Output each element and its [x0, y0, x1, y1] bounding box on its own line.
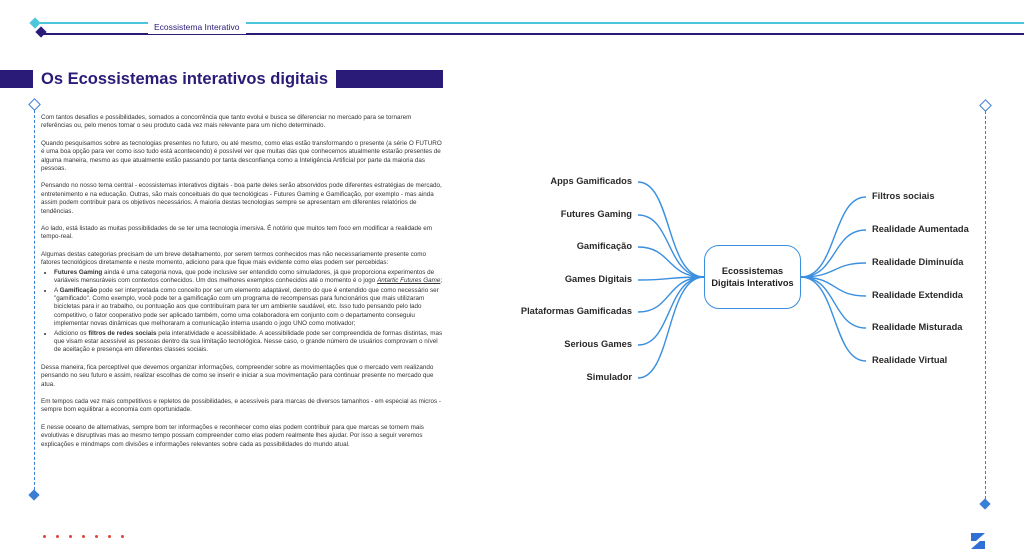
mindmap-node-left: Serious Games: [564, 339, 632, 349]
mindmap-node-left: Gamificação: [576, 241, 632, 251]
mindmap-node-right: Realidade Misturada: [872, 322, 963, 332]
mindmap-node-left: Plataformas Gamificadas: [520, 306, 632, 316]
term: Gamificação: [59, 286, 98, 294]
game-link[interactable]: Antartic Futures Game: [377, 277, 441, 285]
mindmap-node-right: Realidade Diminuída: [872, 257, 964, 267]
paragraph: Dessa maneira, fica perceptível que devemos organizar informações, compreender sobre as movimentações que o mercado vem realizando pensando no seu futuro e assim, realizar escolhas de como se inserir e iniciar a sua movimentação para continuar presente no mercado que atua.: [41, 363, 434, 388]
paragraph: Pensando no nosso tema central - ecossistemas interativos digitais - boa parte deles serão absorvidos pode diferentes estratégias de mercado, entretenimento e na educação. Outras, são mais conceituais do que tecnológicas - Futures Gaming e Gamificação, por exemplo - mas ainda assim podem contribuir para os objetivos necessários. A maioria destas tecnologias sempre se apresentam em diferentes relatórios de tendências.: [41, 182, 442, 215]
list-text: Adiciono os: [54, 329, 89, 337]
term: filtros de redes sociais: [88, 329, 157, 337]
brand-logo-icon: [970, 532, 986, 550]
paragraph: Ao lado, está listado as muitas possibilidades de se ter uma tecnologia imersiva. É notório que muitos tem foco em modificar a realidade em tempo-real.: [41, 225, 432, 241]
section-label: Ecossistema Interativo: [148, 21, 246, 34]
list-text: pode ser interpretada como conceito por ser um elemento adaptável, dentro do que é entendido que como necessário ser "gamificado". Como exemplo, você pode ter a gamificação com um programa de recompensas para funcionários que mais utilizaram bicicletas para ir ao trabalho, ou pontuação aos que contribuíram para ter um ambiente saudável, etc. Isso tudo pensando pelo lado competitivo, o fator cooperativo pode ser aplicado também, como uma colaboradora em conjunto com o departamento conseguiu implementar novas dinâmicas que melhoraram a comunicação interna usando o jogo UNO como motivador;: [54, 286, 439, 328]
mindmap-node-left: Futures Gaming: [560, 209, 632, 219]
mindmap-node-right: Realidade Extendida: [872, 290, 963, 300]
list-text: A: [54, 286, 60, 294]
mindmap-node-left: Games Digitais: [564, 274, 632, 284]
mindmap-branch-left: [638, 215, 704, 277]
mindmap-node-right: Realidade Aumentada: [872, 224, 969, 234]
mindmap-center-node: Ecossistemas Digitais Interativos: [704, 245, 801, 309]
mindmap-branch-right: [801, 277, 866, 361]
page-title: Os Ecossistemas interativos digitais: [33, 68, 336, 90]
term: Futures Gaming: [54, 268, 103, 276]
list-text: pela interatividade e acessibilidade. A acessibilidade pode ser compreendida de formas distintas, mas que visam estar acessível as pessoas dentro da sua limitação tecnológica. Nesse caso, o grande número de usuários comprovam o nível de aceitação e presença em diferentes classes sociais.: [54, 329, 443, 354]
mindmap-node-right: Realidade Virtual: [872, 355, 948, 365]
mindmap-node-left: Apps Gamificados: [550, 176, 632, 186]
list-text: ainda é uma categoria nova, que pode inclusive ser entendido como simuladores, já que proporciona experimentos de variáveis mensuráveis com contextos conhecidos. Um dos melhores exemplos conhecidos até o momento é o jogo: [54, 268, 435, 285]
mindmap-branch-left: [638, 247, 704, 277]
paragraph: Algumas destas categorias precisam de um breve detalhamento, por serem termos conhecidos mas não necessariamente presente como fatores tecnológicos diretamente e neste momento, adiciono para que fique mais evidente como elas podem ser percebidas:: [41, 250, 427, 267]
mindmap-node-right: Filtros sociais: [872, 191, 935, 201]
paragraph: Com tantos desafios e possibilidades, somados a concorrência que tanto evolui e busca se diferenciar no mercado para se tornarem referências ou, pelo menos tornar o seu produto cada vez mais relevante para um nicho determinado.: [41, 114, 412, 130]
mindmap-branch-right: [801, 197, 866, 277]
mindmap-node-left: Simulador: [586, 372, 632, 382]
mindmap-branch-right: [801, 277, 866, 328]
list-text: ;: [440, 277, 443, 285]
paragraph: Quando pesquisamos sobre as tecnologias presentes no futuro, ou até mesmo, como elas estão transformando o presente (a série O FUTURO é uma boa opção para ver como isso tudo está acontecendo) é possível ver que muitas das que conhecemos atualmente estarão presentes de alguma maneira, mesmo as que atualmente estão passando por tanta desconfiança como a Inteligência Artificial por parte da maioria das pessoas.: [41, 139, 442, 173]
paragraph: Em tempos cada vez mais competitivos e repletos de possibilidades, e acessíveis para marcas de diversos tamanhos - em especial as micros - sempre bom equilibrar a economia com oportunidade.: [41, 397, 442, 414]
paragraph: E nesse oceano de alternativas, sempre bom ter informações e reconhecer como elas podem contribuir para que marcas se tornem mais evolutivas e disruptivas mas ao mesmo tempo possam compreender como elas podem realmente lhes ajudar. Por isso a seguir veremos explicações e mindmaps com divisões e informações relevantes sobre cada as possibilidades do mundo atual.: [41, 423, 424, 448]
